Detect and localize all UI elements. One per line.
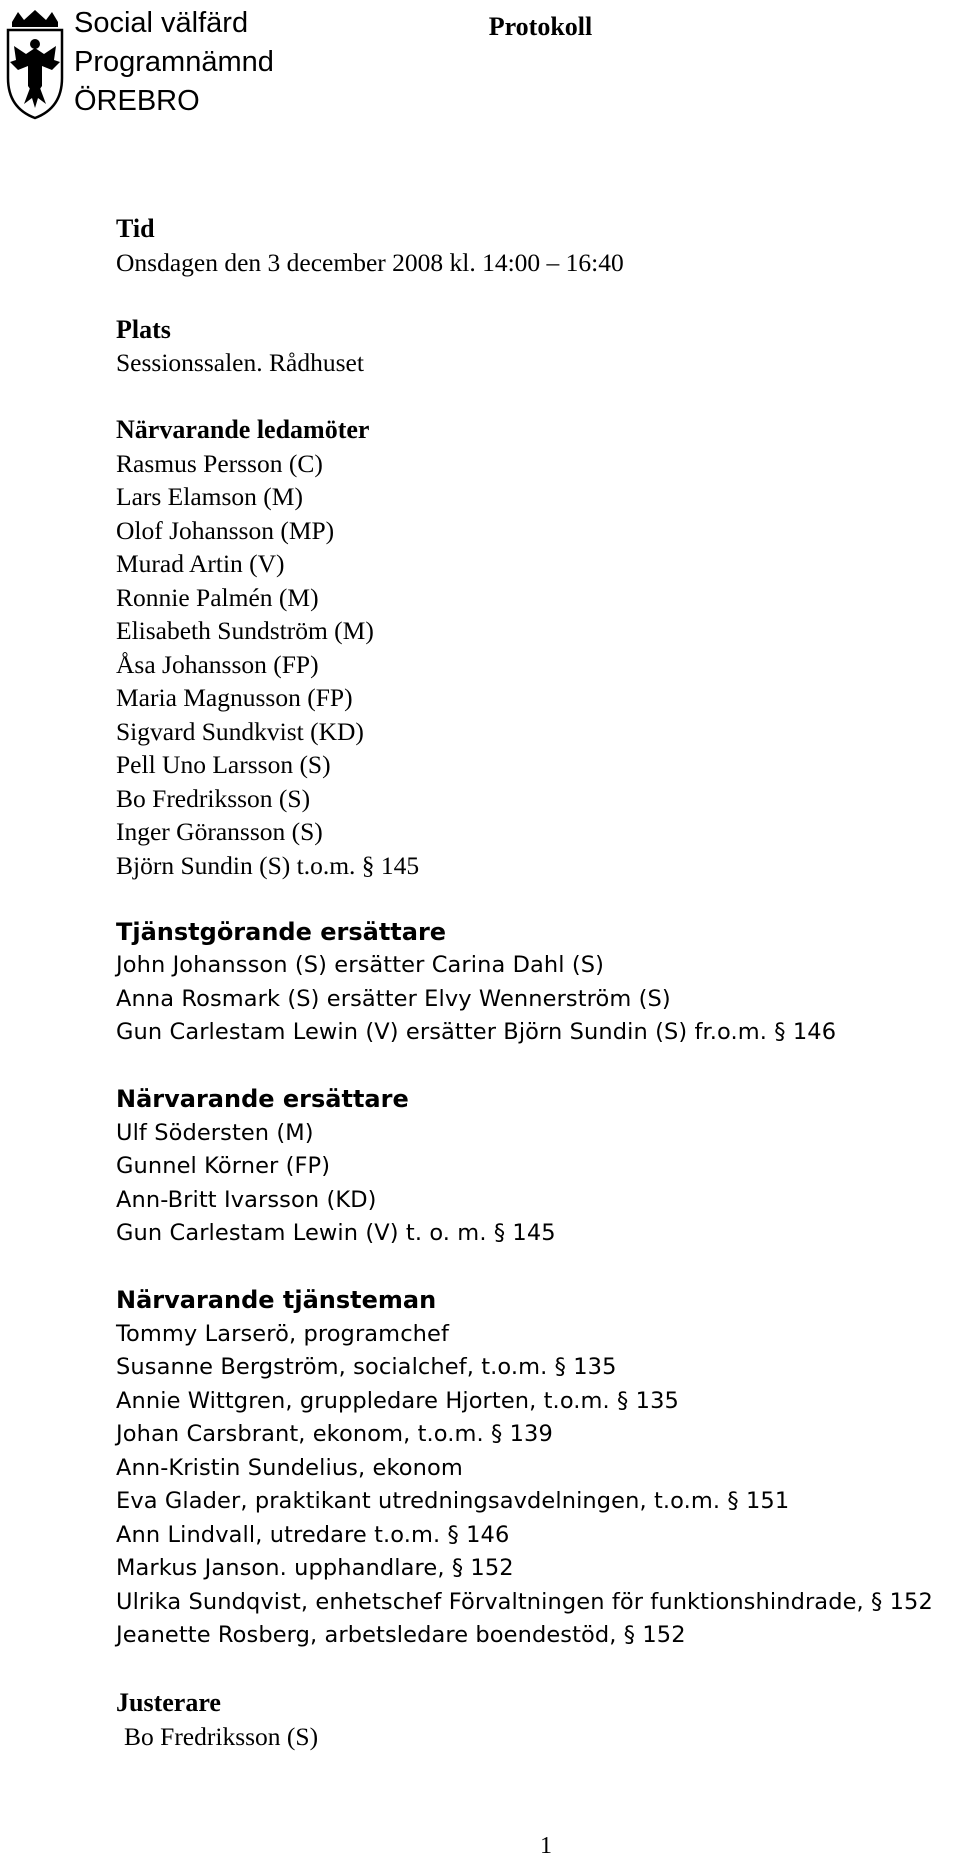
member-line: Rasmus Persson (C) [116,448,323,478]
orebro-coat-of-arms-icon [4,8,66,120]
section-heading: Tjänstgörande ersättare [116,917,447,946]
substitute-line: John Johansson (S) ersätter Carina Dahl (S) [116,952,605,978]
section-narvarande-ledamoter [116,413,956,882]
member-line: Maria Magnusson (FP) [116,683,353,712]
official-line: Johan Carsbrant, ekonom, t.o.m. § 139 [116,1421,553,1447]
member-line: Bo Fredriksson (S) [116,783,311,813]
section-narvarande-tjansteman [116,1284,956,1653]
member-line: Olof Johansson (MP) [116,515,335,545]
deputy-line: Gunnel Körner (FP) [116,1153,331,1179]
page-number: 1 [540,1833,552,1859]
member-line: Åsa Johansson (FP) [116,649,319,679]
section-heading: Justerare [116,1688,221,1717]
member-line: Lars Elamson (M) [116,482,303,511]
deputy-line: Ann-Britt Ivarsson (KD) [116,1186,377,1213]
member-line: Sigvard Sundkvist (KD) [116,716,364,746]
section-heading: Tid [116,214,155,243]
section-narvarande-ersattare [116,1083,956,1251]
section-plats [116,313,956,380]
substitute-line: Anna Rosmark (S) ersätter Elvy Wennerström (S) [116,985,671,1012]
member-line: Ronnie Palmén (M) [116,582,319,612]
deputy-line: Gun Carlestam Lewin (V) t. o. m. § 145 [116,1220,556,1246]
member-line: Inger Göransson (S) [116,817,323,846]
org-name-line-2: Programnämnd [74,46,274,78]
document-header [0,0,960,130]
section-line: Sessionssalen. Rådhuset [116,348,364,377]
official-line: Markus Janson. upphandlare, § 152 [116,1555,514,1581]
org-name-line-1: Social välfärd [74,7,249,39]
section-tjanstgorande-ersattare [116,916,956,1050]
official-line: Jeanette Rosberg, arbetsledare boendestöd, § 152 [116,1622,686,1648]
official-line: Ann-Kristin Sundelius, ekonom [116,1454,463,1481]
organization-name [74,4,274,121]
section-heading: Närvarande ledamöter [116,415,370,444]
official-line: Annie Wittgren, gruppledare Hjorten, t.o.m. § 135 [116,1387,679,1414]
substitute-line: Gun Carlestam Lewin (V) ersätter Björn Sundin (S) fr.o.m. § 146 [116,1019,837,1045]
org-name-line-3: ÖREBRO [74,85,200,117]
deputy-line: Ulf Södersten (M) [116,1119,314,1146]
section-heading: Närvarande tjänsteman [116,1286,437,1314]
protocol-body [116,212,956,1787]
official-line: Tommy Larserö, programchef [116,1320,449,1347]
section-heading: Plats [116,314,171,344]
member-line: Björn Sundin (S) t.o.m. § 145 [116,850,420,880]
section-line: Onsdagen den 3 december 2008 kl. 14:00 – 16:40 [116,247,624,277]
document-type: Protokoll [488,12,593,41]
member-line: Elisabeth Sundström (M) [116,616,374,645]
official-line: Ulrika Sundqvist, enhetschef Förvaltningen för funktionshindrade, § 152 [116,1588,933,1615]
section-justerare [116,1686,956,1753]
adjuster-line: Bo Fredriksson (S) [124,1721,319,1751]
official-line: Susanne Bergström, socialchef, t.o.m. § 135 [116,1354,617,1380]
section-heading: Närvarande ersättare [116,1085,409,1113]
member-line: Pell Uno Larsson (S) [116,750,331,779]
official-line: Eva Glader, praktikant utredningsavdelningen, t.o.m. § 151 [116,1488,790,1514]
section-tid [116,212,956,279]
member-line: Murad Artin (V) [116,549,285,578]
official-line: Ann Lindvall, utredare t.o.m. § 146 [116,1521,510,1548]
